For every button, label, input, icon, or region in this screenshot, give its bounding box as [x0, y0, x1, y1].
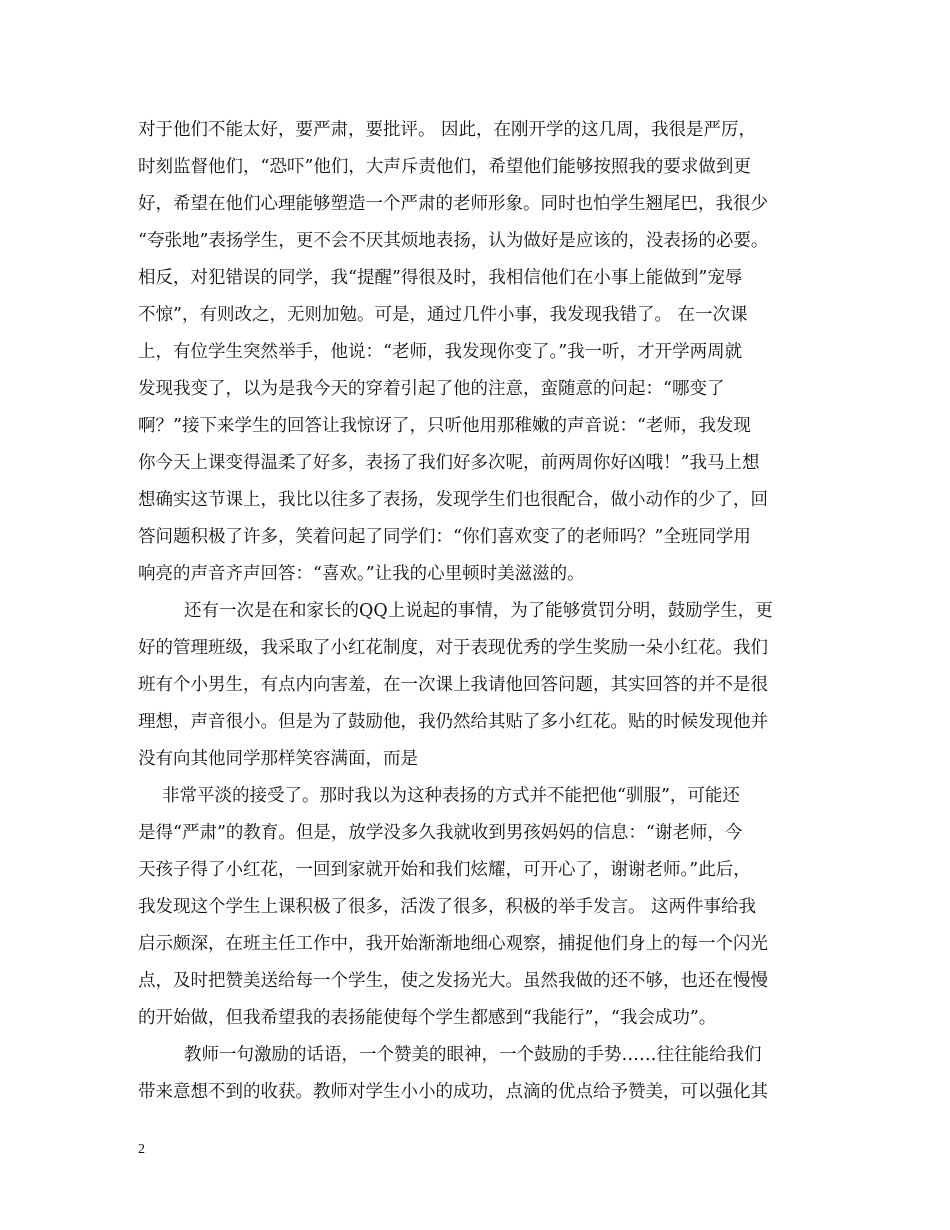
text-line: 想确实这节课上，我比以往多了表扬，发现学生们也很配合，做小动作的少了，回: [138, 490, 768, 510]
text-line: 啊？”接下来学生的回答让我惊讶了，只听他用那稚嫩的声音说：“老师，我发现: [138, 416, 751, 436]
text-line: 我发现这个学生上课积极了很多，活泼了很多，积极的举手发言。 这两件事给我: [138, 897, 757, 917]
page-number: 2: [138, 1142, 145, 1157]
paragraph-start-line: 教师一句激励的话语，一个赞美的眼神，一个鼓励的手势……往往能给我们: [184, 1045, 762, 1065]
text-line: 理想，声音很小。但是为了鼓励他，我仍然给其贴了多小红花。贴的时候发现他并: [138, 712, 768, 732]
text-line: 时刻监督他们，“恐吓”他们，大声斥责他们，希望他们能够按照我的要求做到更: [138, 157, 751, 177]
text-line: 天孩子得了小红花，一回到家就开始和我们炫耀，可开心了，谢谢老师。”此后，: [138, 860, 751, 880]
text-line: 对于他们不能太好，要严肃，要批评。 因此，在刚开学的这几周，我很是严厉，: [138, 120, 757, 140]
text-line: 不惊”，有则改之，无则加勉。可是，通过几件小事，我发现我错了。 在一次课: [138, 305, 748, 325]
text-line: 好，希望在他们心理能够塑造一个严肃的老师形象。同时也怕学生翘尾巴，我很少: [138, 194, 768, 214]
text-line: 上，有位学生突然举手，他说：“老师，我发现你变了。”我一听，才开学两周就: [138, 342, 743, 362]
text-line: 响亮的声音齐声回答：“喜欢。”让我的心里顿时美滋滋的。: [138, 564, 585, 584]
text-line: 没有向其他同学那样笑容满面，而是: [138, 749, 418, 769]
paragraph-start-line: 非常平淡的接受了。那时我以为这种表扬的方式并不能把他“驯服”，可能还: [162, 786, 740, 806]
text-line: 带来意想不到的收获。教师对学生小小的成功，点滴的优点给予赞美，可以强化其: [138, 1082, 768, 1102]
text-line: 点，及时把赞美送给每一个学生，使之发扬光大。虽然我做的还不够，也还在慢慢: [138, 971, 768, 991]
paragraph-start-line: 还有一次是在和家长的QQ上说起的事情，为了能够赏罚分明，鼓励学生，更: [184, 601, 773, 621]
text-line: 班有个小男生，有点内向害羞，在一次课上我请他回答问题，其实回答的并不是很: [138, 675, 768, 695]
text-line: 相反，对犯错误的同学，我“提醒”得很及时，我相信他们在小事上能做到”宠辱: [138, 268, 743, 288]
text-line: 的开始做，但我希望我的表扬能使每个学生都感到“我能行”，“我会成功”。: [138, 1008, 717, 1028]
body-text: [138, 112, 828, 1111]
text-line: 好的管理班级，我采取了小红花制度，对于表现优秀的学生奖励一朵小红花。我们: [138, 638, 768, 658]
text-line: 你今天上课变得温柔了好多，表扬了我们好多次呢，前两周你好凶哦！”我马上想: [138, 453, 760, 473]
text-line: 启示颇深，在班主任工作中，我开始渐渐地细心观察，捕捉他们身上的每一个闪光: [138, 934, 768, 954]
text-line: 答问题积极了许多，笑着问起了同学们：“你们喜欢变了的老师吗？”全班同学用: [138, 527, 751, 547]
text-line: “夸张地”表扬学生，更不会不厌其烦地表扬，认为做好是应该的，没表扬的必要。: [138, 231, 769, 251]
text-line: 发现我变了，以为是我今天的穿着引起了他的注意，蛮随意的问起：“哪变了: [138, 379, 725, 399]
text-line: 是得“严肃”的教育。但是，放学没多久我就收到男孩妈妈的信息：“谢老师，今: [138, 823, 743, 843]
